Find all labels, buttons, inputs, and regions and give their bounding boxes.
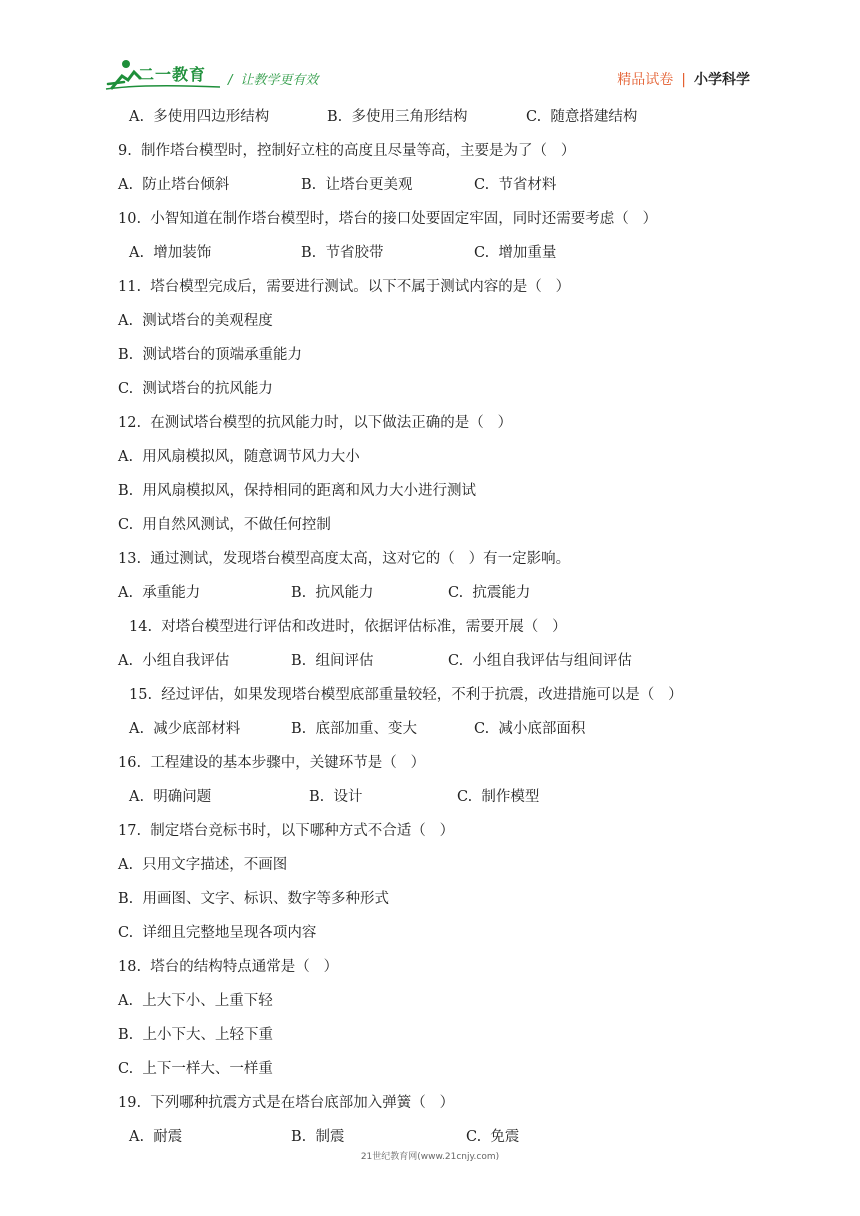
question-line: 15. 经过评估，如果发现塔台模型底部重量较轻，不利于抗震，改进措施可以是（ ）	[129, 687, 683, 703]
option-item: B. 底部加重、变大	[291, 721, 417, 737]
option-item: B. 节省胶带	[301, 245, 384, 261]
question-line: 10. 小智知道在制作塔台模型时，塔台的接口处要固定牢固，同时还需要考虑（ ）	[118, 211, 658, 227]
slogan-text: 让教学更有效	[240, 73, 319, 88]
option-item: C. 增加重量	[474, 245, 557, 261]
option-item: A. 增加装饰	[129, 245, 212, 261]
header-separator: |	[681, 72, 686, 88]
option-item: A. 耐震	[129, 1129, 183, 1145]
option-item: A. 承重能力	[118, 585, 201, 601]
question-line: B. 用画图、文字、标识、数字等多种形式	[118, 891, 389, 907]
option-item: B. 组间评估	[291, 653, 374, 669]
option-item: A. 明确问题	[129, 789, 212, 805]
question-line: C. 上下一样大、一样重	[118, 1061, 273, 1077]
question-line: C. 用自然风测试，不做任何控制	[118, 517, 331, 533]
option-item: C. 随意搭建结构	[526, 109, 638, 125]
option-item: B. 抗风能力	[291, 585, 374, 601]
option-item: C. 抗震能力	[448, 585, 531, 601]
option-item: C. 小组自我评估与组间评估	[448, 653, 632, 669]
option-item: C. 免震	[466, 1129, 520, 1145]
question-line: A. 测试塔台的美观程度	[118, 313, 273, 329]
question-line: 12. 在测试塔台模型的抗风能力时，以下做法正确的是（ ）	[118, 415, 513, 431]
question-line: C. 测试塔台的抗风能力	[118, 381, 273, 397]
option-item: A. 多使用四边形结构	[129, 109, 270, 125]
option-item: B. 多使用三角形结构	[327, 109, 468, 125]
option-item: C. 节省材料	[474, 177, 557, 193]
question-line: B. 用风扇模拟风，保持相同的距离和风力大小进行测试	[118, 483, 476, 499]
option-item: B. 设计	[309, 789, 363, 805]
question-line: 14. 对塔台模型进行评估和改进时，依据评估标准，需要开展（ ）	[129, 619, 567, 635]
logo-text: 二一教育	[138, 65, 207, 84]
question-line: A. 只用文字描述，不画图	[118, 857, 288, 873]
question-line: B. 测试塔台的顶端承重能力	[118, 347, 302, 363]
question-line: 19. 下列哪种抗震方式是在塔台底部加入弹簧（ ）	[118, 1095, 455, 1111]
header-right	[617, 69, 750, 89]
option-item: C. 制作模型	[457, 789, 540, 805]
question-line: A. 用风扇模拟风，随意调节风力大小	[118, 449, 360, 465]
subject-label: 小学科学	[694, 72, 750, 88]
question-line: 11. 塔台模型完成后，需要进行测试。以下不属于测试内容的是（ ）	[118, 279, 571, 295]
page-footer: 21世纪教育网(www.21cnjy.com)	[360, 1152, 500, 1162]
slogan: / 让教学更有效	[228, 73, 319, 88]
option-item: A. 小组自我评估	[118, 653, 230, 669]
question-line: B. 上小下大、上轻下重	[118, 1027, 273, 1043]
page-header	[0, 0, 860, 100]
question-line: 13. 通过测试，发现塔台模型高度太高，这对它的（ ）有一定影响。	[118, 551, 571, 567]
option-item: A. 减少底部材料	[129, 721, 241, 737]
question-line: 9. 制作塔台模型时，控制好立柱的高度且尽量等高，主要是为了（ ）	[118, 143, 576, 159]
option-item: B. 让塔台更美观	[301, 177, 413, 193]
option-item: B. 制震	[291, 1129, 345, 1145]
option-item: A. 防止塔台倾斜	[118, 177, 230, 193]
question-line: 16. 工程建设的基本步骤中，关键环节是（ ）	[118, 755, 426, 771]
question-line: 18. 塔台的结构特点通常是（ ）	[118, 959, 339, 975]
question-line: A. 上大下小、上重下轻	[118, 993, 273, 1009]
paper-tag: 精品试卷	[617, 72, 674, 88]
question-line: 17. 制定塔台竞标书时，以下哪种方式不合适（ ）	[118, 823, 455, 839]
question-line: C. 详细且完整地呈现各项内容	[118, 925, 317, 941]
option-item: C. 减小底部面积	[474, 721, 586, 737]
